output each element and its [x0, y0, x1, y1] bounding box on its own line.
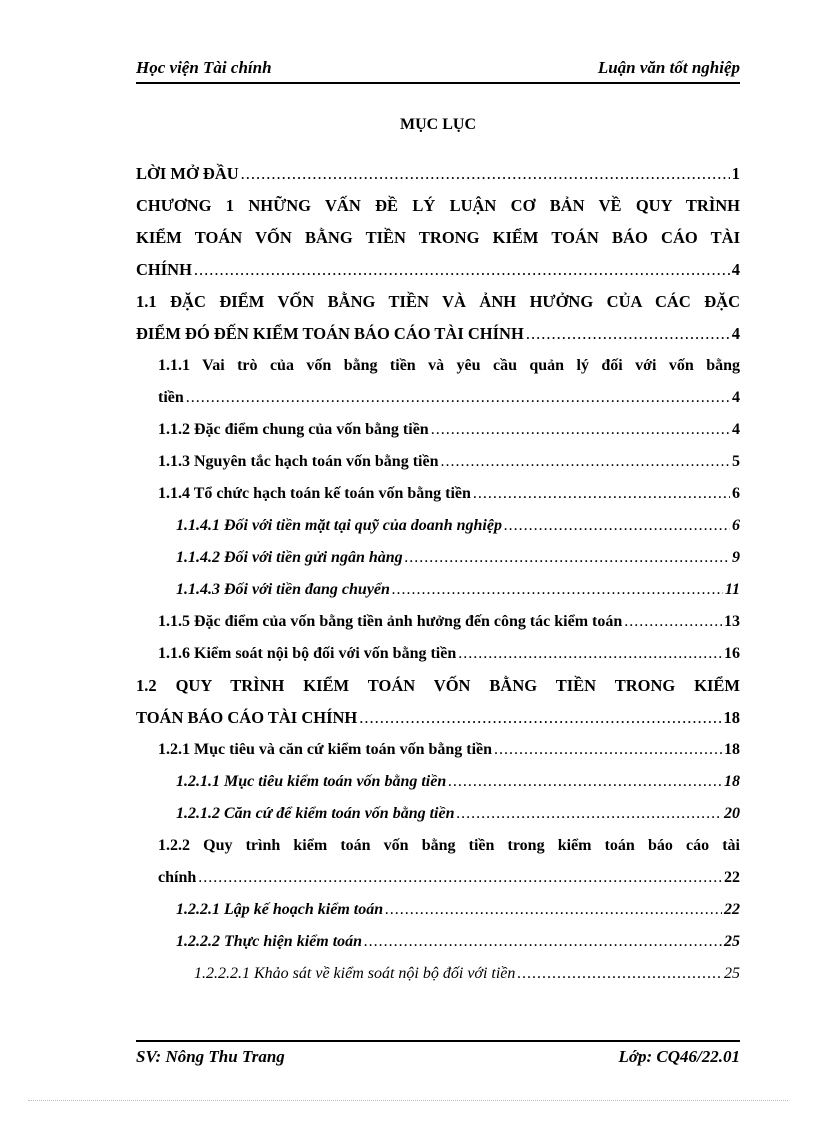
toc-entry — [176, 798, 740, 830]
toc-page-number: 4 — [732, 421, 740, 438]
toc-entry — [158, 446, 740, 478]
toc-entry-text: 1.2.1.1 Mục tiêu kiểm toán vốn bằng tiền — [176, 773, 447, 790]
toc-row[interactable] — [136, 926, 740, 958]
page-header — [136, 58, 740, 84]
toc-entry — [176, 926, 740, 958]
toc-entry — [158, 734, 740, 766]
toc-row[interactable] — [136, 734, 740, 766]
toc-page-number: 25 — [724, 933, 740, 950]
toc-entry — [176, 766, 740, 798]
toc-page-number: 4 — [732, 389, 740, 406]
toc-entry-text: 1.2.2 Quy trình kiểm toán vốn bằng tiền trong kiểm toán báo cáo tài — [158, 837, 740, 854]
toc-row[interactable] — [136, 702, 740, 734]
toc-page-number: 5 — [732, 453, 740, 470]
toc-row[interactable] — [136, 830, 740, 862]
toc-row[interactable] — [136, 894, 740, 926]
toc-entry — [136, 254, 740, 286]
toc-entry — [158, 606, 740, 638]
toc-leader-dots — [364, 926, 722, 958]
toc-leader-dots — [392, 574, 723, 606]
toc-entry-text: 1.2.1 Mục tiêu và căn cứ kiểm toán vốn bằng tiền — [158, 741, 493, 758]
toc-page-number: 22 — [724, 901, 740, 918]
toc-entry — [176, 542, 740, 574]
toc-page-number: 1 — [731, 164, 740, 183]
toc-row[interactable] — [136, 638, 740, 670]
toc-page-number: 6 — [732, 485, 740, 502]
toc-row[interactable] — [136, 510, 740, 542]
toc-page-number: 20 — [724, 805, 740, 822]
toc-entry-text: 1.1.4.2 Đối với tiền gửi ngân hàng — [176, 549, 403, 566]
toc-entry-text: 1.1.4.3 Đối với tiền đang chuyển — [176, 581, 390, 598]
toc-row[interactable] — [136, 190, 740, 222]
toc-entry-text: 1.2.2.2 Thực hiện kiểm toán — [176, 933, 363, 950]
toc-row[interactable] — [136, 798, 740, 830]
toc-leader-dots — [440, 446, 730, 478]
toc-entry-text: KIỂM TOÁN VỐN BẰNG TIỀN TRONG KIỂM TOÁN BÁO CÁO TÀI — [136, 228, 740, 247]
toc-row[interactable] — [136, 862, 740, 894]
toc-entry-text: 1.1.4 Tổ chức hạch toán kế toán vốn bằng tiền — [158, 485, 471, 502]
toc-row[interactable] — [136, 382, 740, 414]
toc-page-number: 9 — [732, 549, 740, 566]
toc-row[interactable] — [136, 478, 740, 510]
toc-leader-dots — [504, 510, 730, 542]
toc-leader-dots — [456, 798, 722, 830]
toc-leader-dots — [405, 542, 730, 574]
toc-page-number: 18 — [723, 708, 740, 727]
toc-leader-dots — [494, 734, 722, 766]
footer-class: Lớp: CQ46/22.01 — [618, 1047, 740, 1066]
toc-entry — [176, 894, 740, 926]
toc-leader-dots — [624, 606, 722, 638]
toc-leader-dots — [458, 638, 722, 670]
footer-student: SV: Nông Thu Trang — [136, 1047, 285, 1066]
toc-leader-dots — [517, 958, 722, 990]
toc-entry-text: ĐIỂM ĐÓ ĐẾN KIỂM TOÁN BÁO CÁO TÀI CHÍNH — [136, 324, 524, 343]
toc-entry-text: 1.1.3 Nguyên tắc hạch toán vốn bằng tiền — [158, 453, 439, 470]
toc-page-number: 22 — [724, 869, 740, 886]
toc-entry-text: 1.1 ĐẶC ĐIỂM VỐN BẰNG TIỀN VÀ ẢNH HƯỞNG CỦA CÁC ĐẶC — [136, 292, 740, 311]
toc-row[interactable] — [136, 766, 740, 798]
toc-entry — [176, 510, 740, 542]
toc-page-number: 13 — [724, 613, 740, 630]
toc-entry — [158, 382, 740, 414]
toc-row[interactable] — [136, 670, 740, 702]
toc-page-number: 4 — [731, 260, 740, 279]
toc-entry-text: 1.2.1.2 Căn cứ để kiểm toán vốn bằng tiền — [176, 805, 455, 822]
toc-row[interactable] — [136, 606, 740, 638]
toc-leader-dots — [194, 254, 730, 286]
toc-leader-dots — [473, 478, 730, 510]
toc-page-number: 4 — [731, 324, 740, 343]
toc-entry-text: 1.1.1 Vai trò của vốn bằng tiền và yêu cầu quản lý đối với vốn bằng — [158, 357, 740, 374]
toc-entry — [136, 318, 740, 350]
header-institution: Học viện Tài chính — [136, 58, 272, 77]
toc-page-number: 18 — [724, 773, 740, 790]
toc-row[interactable] — [136, 542, 740, 574]
toc-entry — [158, 414, 740, 446]
toc-page-number: 18 — [724, 741, 740, 758]
toc-leader-dots — [526, 318, 730, 350]
toc-leader-dots — [385, 894, 722, 926]
toc-row[interactable] — [136, 446, 740, 478]
toc-row[interactable] — [136, 414, 740, 446]
toc-entry-text: CHÍNH — [136, 260, 192, 279]
toc-entry — [136, 158, 740, 190]
toc-entry — [158, 638, 740, 670]
toc-leader-dots — [359, 702, 721, 734]
toc-entry-text: 1.1.4.1 Đối với tiền mặt tại quỹ của doanh nghiệp — [176, 517, 502, 534]
toc-title: MỤC LỤC — [400, 116, 476, 133]
toc-leader-dots — [198, 862, 722, 894]
toc-entry — [158, 862, 740, 894]
toc-entry — [194, 958, 740, 990]
page-bottom-divider — [28, 1100, 788, 1101]
toc-page-number: 11 — [724, 581, 740, 598]
toc-leader-dots — [431, 414, 730, 446]
toc-entry-text: TOÁN BÁO CÁO TÀI CHÍNH — [136, 708, 358, 727]
toc-entry-text: 1.2.2.2.1 Khảo sát về kiểm soát nội bộ đối với tiền — [194, 965, 516, 982]
toc-entry — [176, 574, 740, 606]
toc-leader-dots — [241, 158, 730, 190]
toc-entry-text: 1.2 QUY TRÌNH KIỂM TOÁN VỐN BẰNG TIỀN TRONG KIỂM — [136, 676, 740, 695]
toc-row[interactable] — [136, 350, 740, 382]
toc-row[interactable] — [136, 574, 740, 606]
toc-entry-text: 1.1.6 Kiểm soát nội bộ đối với vốn bằng tiền — [158, 645, 457, 662]
toc-entry-text: 1.1.5 Đặc điểm của vốn bằng tiền ảnh hưởng đến công tác kiểm toán — [158, 613, 623, 630]
toc-entry-text: 1.2.2.1 Lập kế hoạch kiểm toán — [176, 901, 384, 918]
toc-entry-text: CHƯƠNG 1 NHỮNG VẤN ĐỀ LÝ LUẬN CƠ BẢN VỀ QUY TRÌNH — [136, 196, 740, 215]
toc-entry-text: 1.1.2 Đặc điểm chung của vốn bằng tiền — [158, 421, 429, 438]
toc-row[interactable] — [136, 254, 740, 286]
toc-leader-dots — [186, 382, 730, 414]
page-footer — [136, 1040, 740, 1072]
toc-entry — [158, 478, 740, 510]
toc-leader-dots — [448, 766, 722, 798]
toc-page-number: 6 — [732, 517, 740, 534]
toc-row[interactable] — [136, 958, 740, 990]
toc-entry-text: LỜI MỞ ĐẦU — [136, 164, 239, 183]
toc-entry — [136, 702, 740, 734]
toc-row[interactable] — [136, 158, 740, 190]
toc-page-number: 25 — [724, 965, 740, 982]
toc-row[interactable] — [136, 286, 740, 318]
table-of-contents — [136, 158, 740, 990]
toc-entry-text: tiền — [158, 389, 184, 406]
toc-entry-text: chính — [158, 869, 197, 886]
header-doc-type: Luận văn tốt nghiệp — [597, 58, 740, 77]
toc-row[interactable] — [136, 222, 740, 254]
toc-page-number: 16 — [724, 645, 740, 662]
toc-row[interactable] — [136, 318, 740, 350]
